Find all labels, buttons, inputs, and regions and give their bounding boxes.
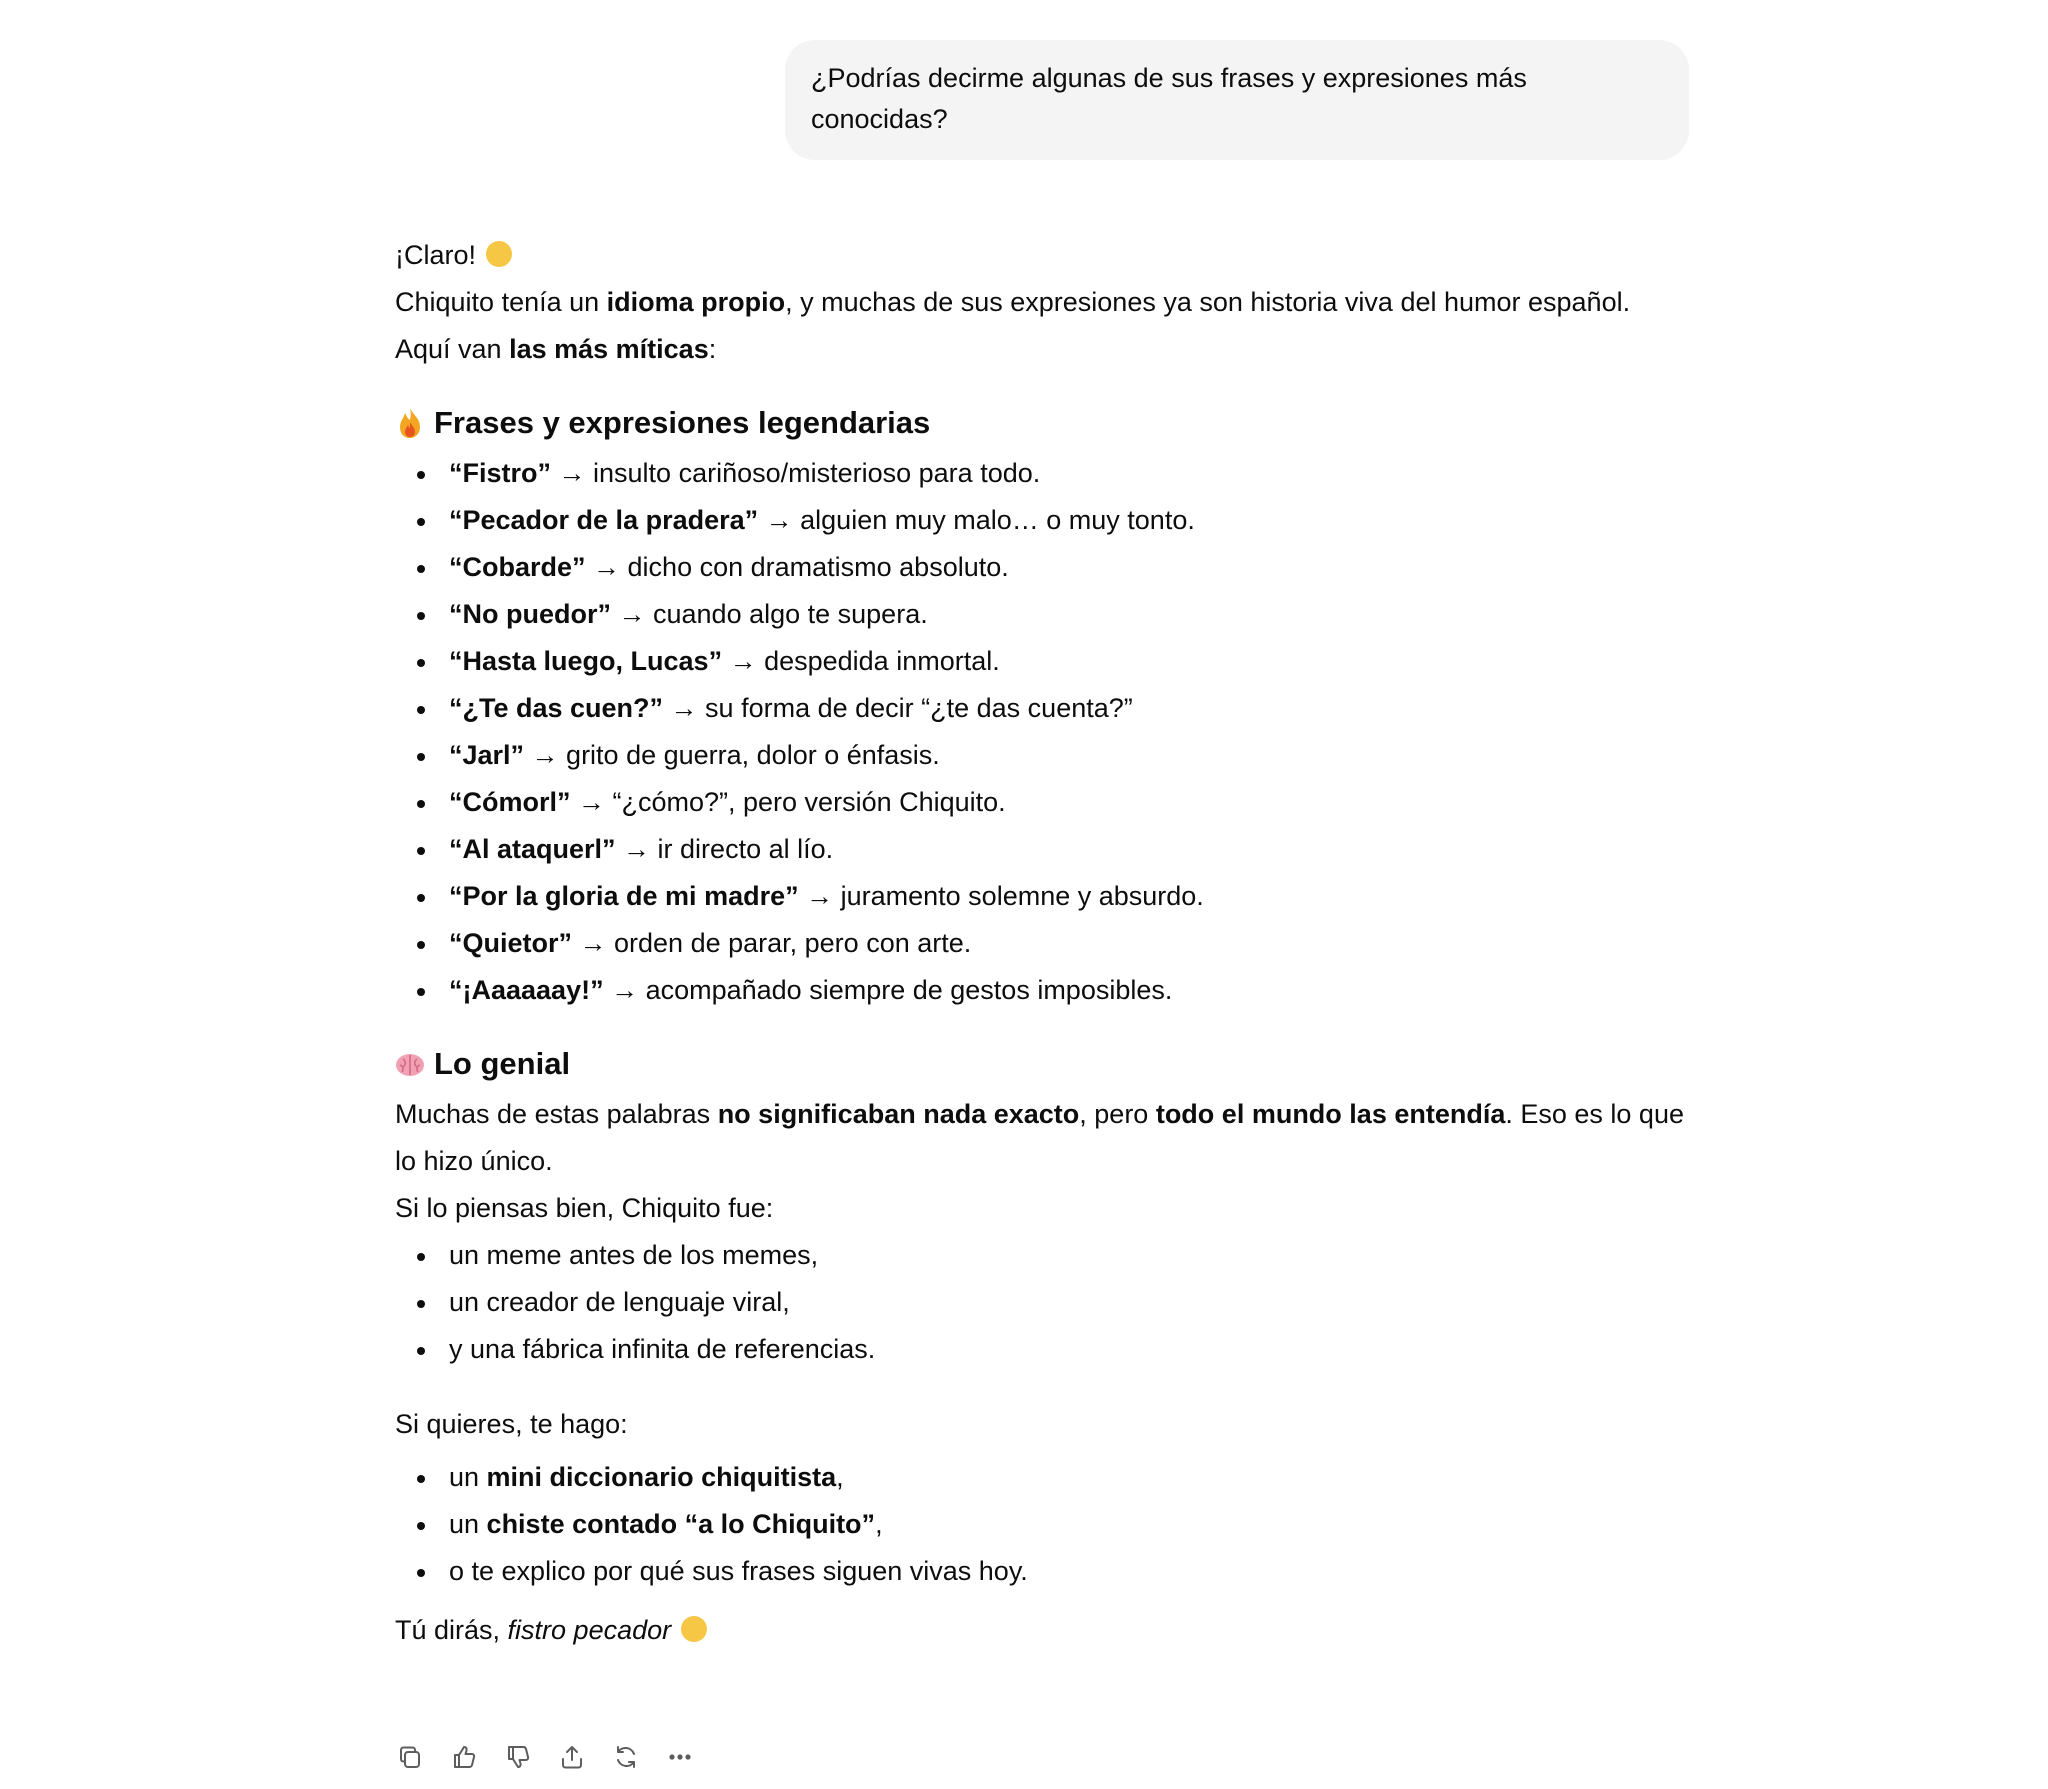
list-item: “Cobarde” → dicho con dramatismo absoluto. <box>395 544 1695 591</box>
list-item: “No puedor” → cuando algo te supera. <box>395 591 1695 638</box>
offer-lead: Si quieres, te hago: <box>395 1409 628 1439</box>
list-item: y una fábrica infinita de referencias. <box>395 1326 1695 1373</box>
brain-icon <box>395 1047 425 1081</box>
thumbs-up-button[interactable] <box>449 1742 479 1772</box>
user-message-line2: conocidas? <box>811 104 948 134</box>
list-item: “Por la gloria de mi madre” → juramento solemne y absurdo. <box>395 873 1695 920</box>
copy-icon <box>396 1743 424 1771</box>
more-icon <box>666 1743 694 1771</box>
list-item: un creador de lenguaje viral, <box>395 1279 1695 1326</box>
list-item: “Pecador de la pradera” → alguien muy malo… o muy tonto. <box>395 497 1695 544</box>
lo-genial-paragraph: Muchas de estas palabras no significaban nada exacto, pero todo el mundo las entendía. Eso es lo que lo hizo único. <box>395 1099 1684 1176</box>
section-heading-legendarias: Frases y expresiones legendarias <box>395 399 1695 446</box>
offer-list <box>395 1454 1695 1595</box>
list-item: “Quietor” → orden de parar, pero con arte. <box>395 920 1695 967</box>
list-item: un meme antes de los memes, <box>395 1232 1695 1279</box>
chiquito-fue-lead: Si lo piensas bien, Chiquito fue: <box>395 1193 774 1223</box>
user-message-line1: ¿Podrías decirme algunas de sus frases y expresiones más <box>811 63 1527 93</box>
assistant-message <box>395 232 1695 1654</box>
list-item: un mini diccionario chiquitista, <box>395 1454 1695 1501</box>
thumbs-down-icon <box>504 1743 532 1771</box>
user-message-bubble <box>785 40 1689 160</box>
fire-icon <box>395 406 425 440</box>
intro-line2: Aquí van las más míticas: <box>395 334 717 364</box>
list-item: “Fistro” → insulto cariñoso/misterioso para todo. <box>395 450 1695 497</box>
list-item: “¡Aaaaaay!” → acompañado siempre de gestos imposibles. <box>395 967 1695 1014</box>
copy-button[interactable] <box>395 1742 425 1772</box>
list-item: “¿Te das cuen?” → su forma de decir “¿te das cuenta?” <box>395 685 1695 732</box>
chiquito-fue-list <box>395 1232 1695 1373</box>
legendary-phrases-list <box>395 450 1695 1014</box>
message-actions <box>395 1742 695 1772</box>
closing-line: Tú dirás, fistro pecador <box>395 1607 1695 1654</box>
grinning-face-icon <box>486 241 512 267</box>
share-icon <box>558 1743 586 1771</box>
list-item: o te explico por qué sus frases siguen vivas hoy. <box>395 1548 1695 1595</box>
thumbs-up-icon <box>450 1743 478 1771</box>
regenerate-icon <box>612 1743 640 1771</box>
list-item: un chiste contado “a lo Chiquito”, <box>395 1501 1695 1548</box>
more-options-button[interactable] <box>665 1742 695 1772</box>
thumbs-down-button[interactable] <box>503 1742 533 1772</box>
list-item: “Al ataquerl” → ir directo al lío. <box>395 826 1695 873</box>
regenerate-button[interactable] <box>611 1742 641 1772</box>
greeting: ¡Claro! <box>395 232 1695 279</box>
winking-face-icon <box>681 1616 707 1642</box>
share-button[interactable] <box>557 1742 587 1772</box>
list-item: “Hasta luego, Lucas” → despedida inmortal. <box>395 638 1695 685</box>
intro-line1: Chiquito tenía un idioma propio, y muchas de sus expresiones ya son historia viva del humor español. <box>395 287 1631 317</box>
list-item: “Jarl” → grito de guerra, dolor o énfasis. <box>395 732 1695 779</box>
section-heading-lo-genial: Lo genial <box>395 1040 1695 1087</box>
list-item: “Cómorl” → “¿cómo?”, pero versión Chiquito. <box>395 779 1695 826</box>
